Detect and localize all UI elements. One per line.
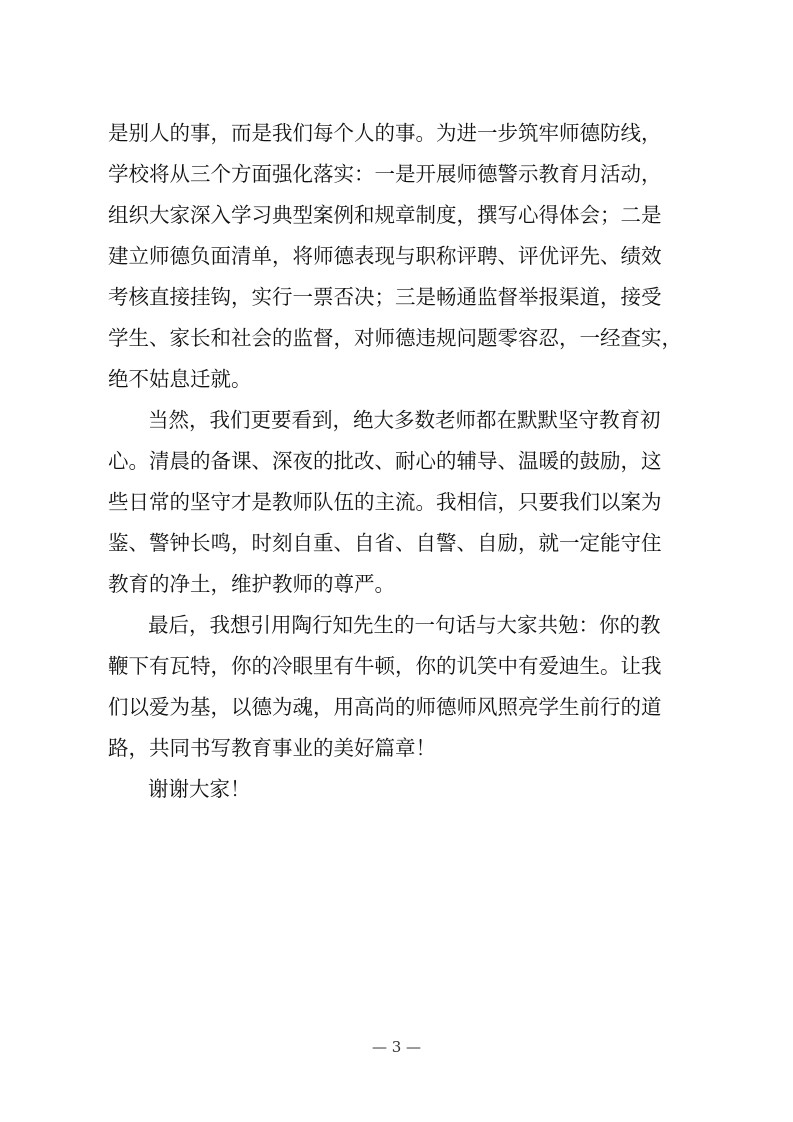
text-line: 当然，我们更要看到，绝大多数老师都在默默坚守教育初 [148, 408, 661, 432]
text-line: 些日常的坚守才是教师队伍的主流。我相信，只要我们以案为 [108, 490, 662, 514]
text-line: 心。清晨的备课、深夜的批改、耐心的辅导、温暖的鼓励，这 [108, 449, 662, 473]
paragraph-1 [108, 113, 698, 400]
text-line: 鉴、警钟长鸣，时刻自重、自省、自警、自励，就一定能守住 [108, 531, 662, 555]
text-line: 谢谢大家！ [148, 777, 251, 801]
text-line: 教育的净土，维护教师的尊严。 [108, 572, 395, 596]
paragraph-4 [108, 769, 698, 810]
body-text [108, 113, 698, 810]
text-line: 是别人的事，而是我们每个人的事。为进一步筑牢师德防线， [108, 121, 662, 145]
text-line: 学校将从三个方面强化落实：一是开展师德警示教育月活动， [108, 162, 662, 186]
text-line: 考核直接挂钩，实行一票否决；三是畅通监督举报渠道，接受 [108, 285, 662, 309]
text-line: 组织大家深入学习典型案例和规章制度，撰写心得体会；二是 [108, 203, 662, 227]
page-number: — 3 — [371, 1038, 422, 1056]
text-line: 路，共同书写教育事业的美好篇章！ [108, 736, 436, 760]
paragraph-2 [108, 400, 698, 605]
paragraph-3 [108, 605, 698, 769]
text-line: 建立师德负面清单，将师德表现与职称评聘、评优评先、绩效 [108, 244, 662, 268]
text-line: 最后，我想引用陶行知先生的一句话与大家共勉：你的教 [148, 613, 661, 637]
text-line: 们以爱为基，以德为魂，用高尚的师德师风照亮学生前行的道 [108, 695, 662, 719]
text-line: 鞭下有瓦特，你的冷眼里有牛顿，你的讥笑中有爱迪生。让我 [108, 654, 662, 678]
text-line: 学生、家长和社会的监督，对师德违规问题零容忍，一经查实， [108, 326, 682, 350]
text-line: 绝不姑息迁就。 [108, 367, 252, 391]
